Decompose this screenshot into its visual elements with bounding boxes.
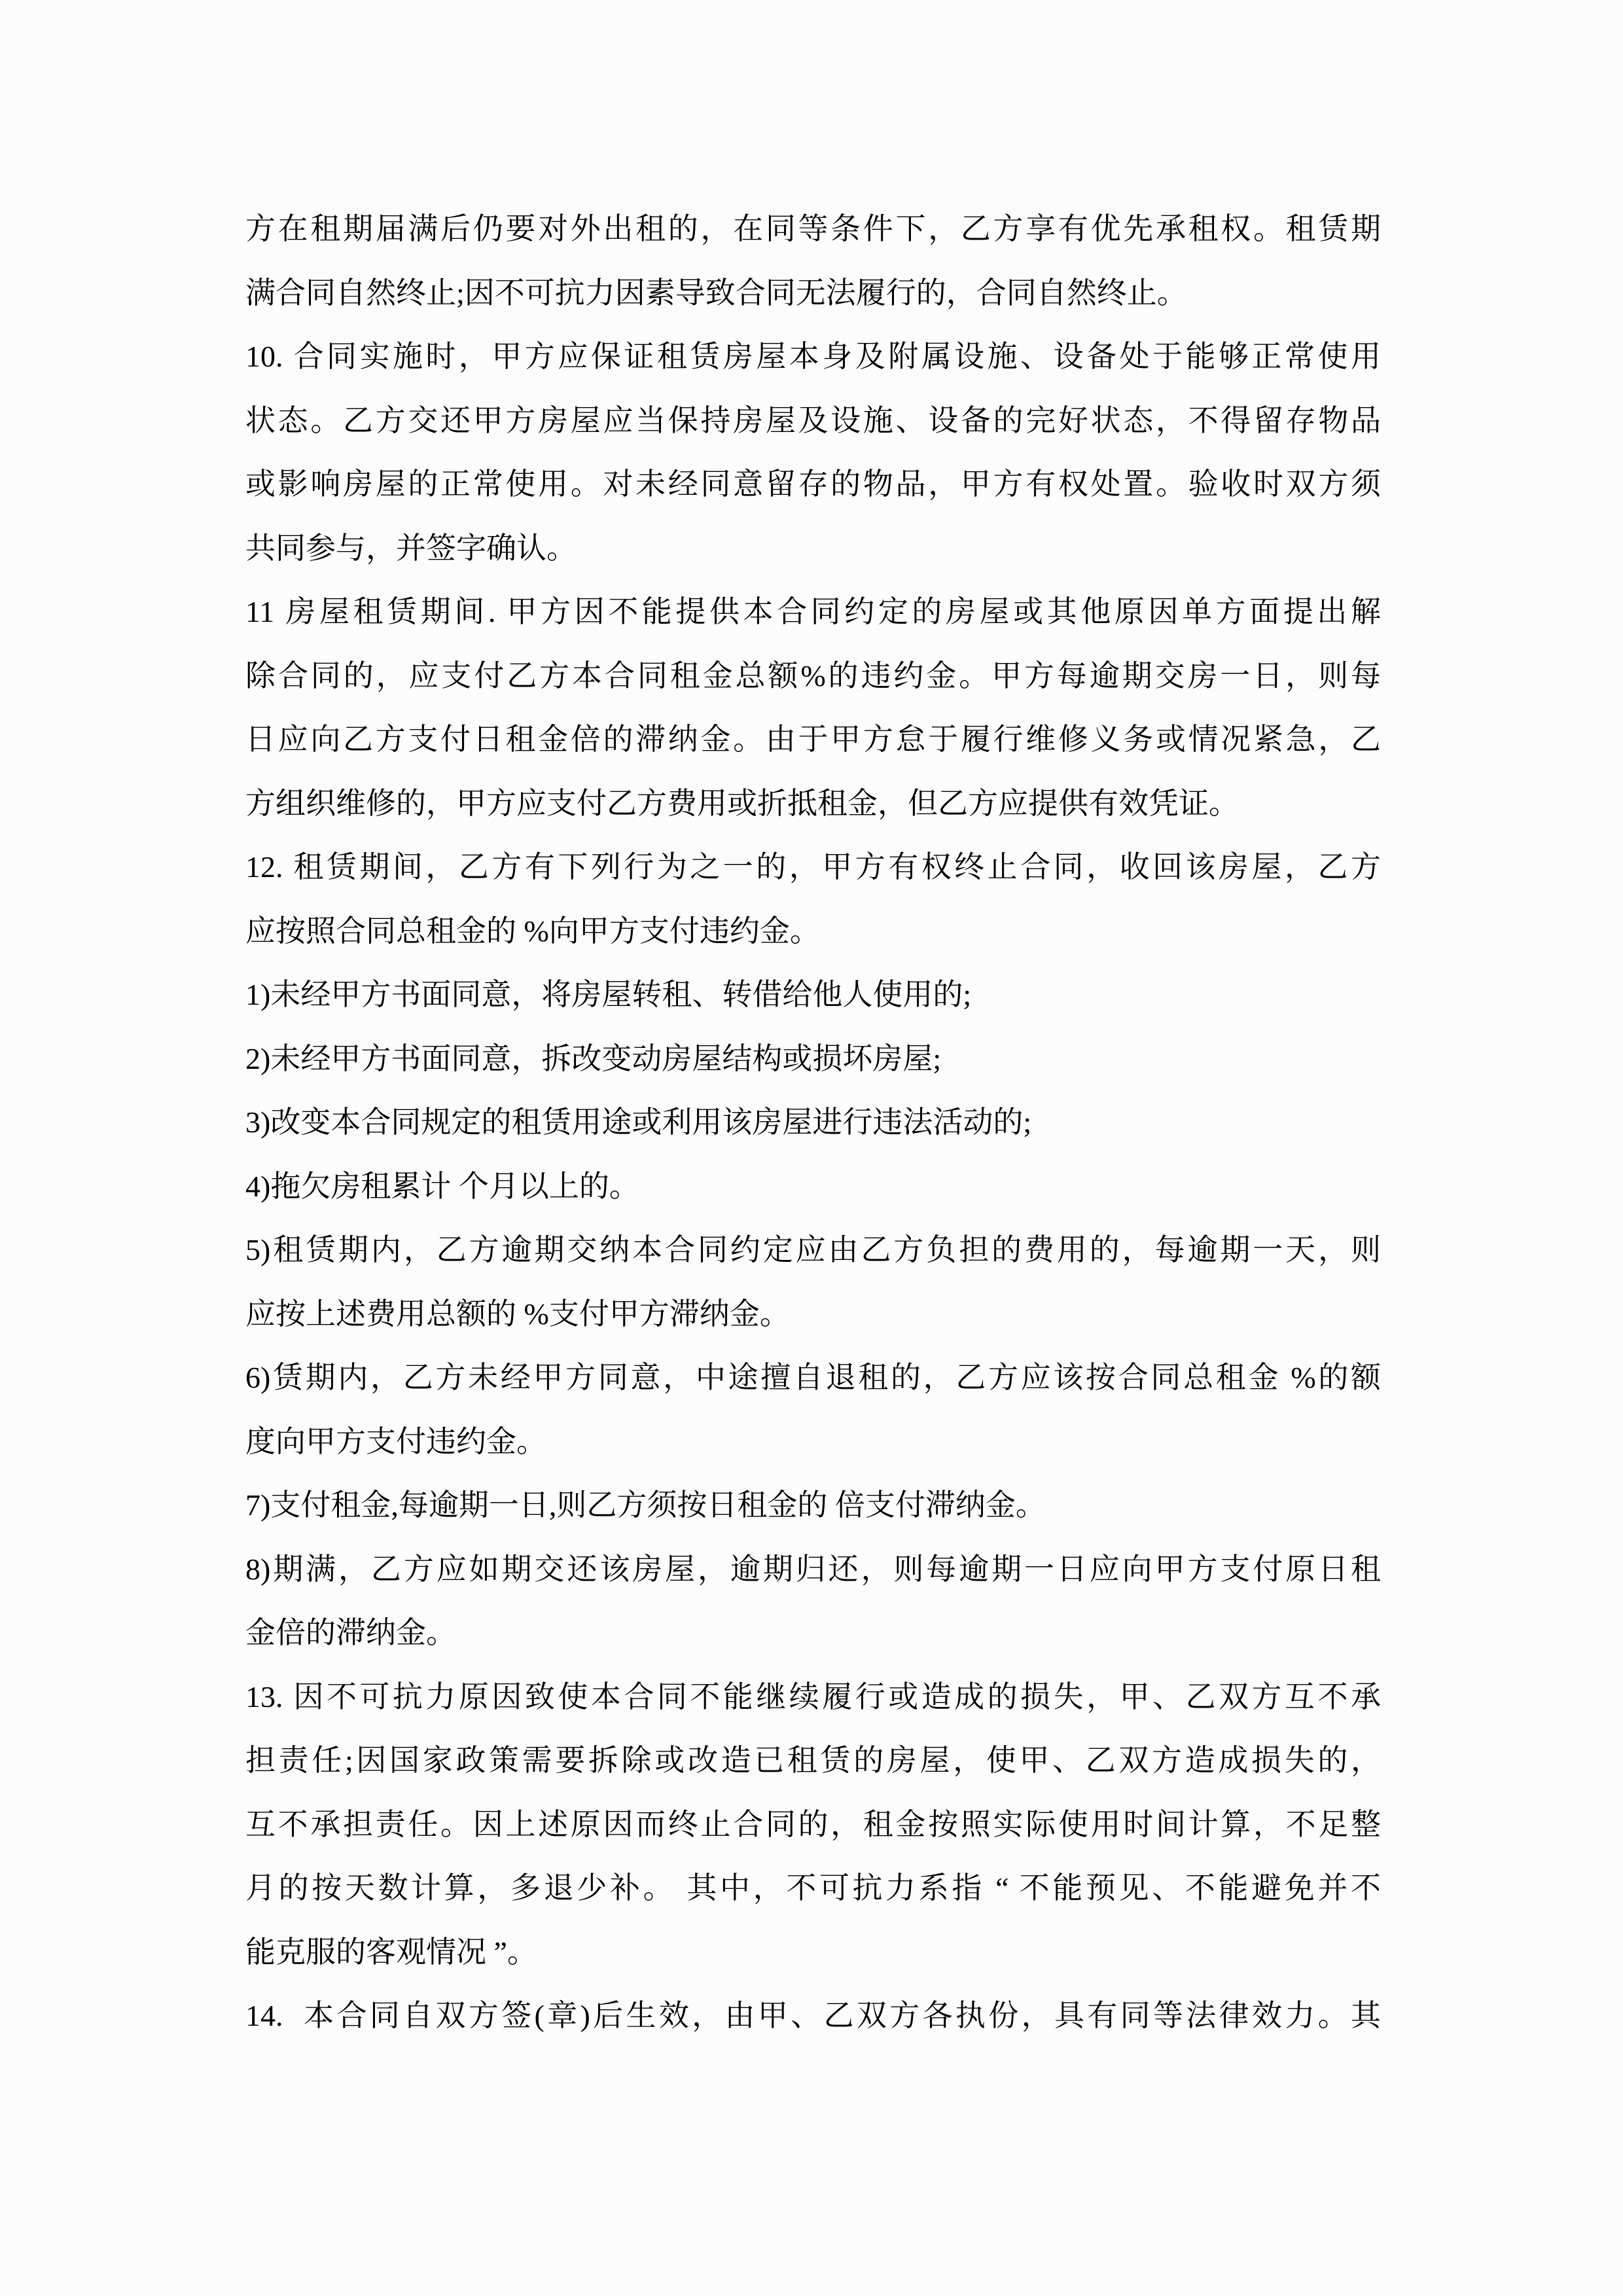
text-line: 5)租赁期内，乙方逾期交纳本合同约定应由乙方负担的费用的，每逾期一天，则 [245,1233,1381,1266]
text-line: 11 房屋租赁期间. 甲方因不能提供本合同约定的房屋或其他原因单方面提出解 [245,595,1381,628]
text-line: 金倍的滞纳金。 [245,1616,456,1649]
text-line: 方在租期届满后仍要对外出租的，在同等条件下，乙方享有优先承租权。租赁期 [245,212,1381,245]
text-line: 2)未经甲方书面同意，拆改变动房屋结构或损坏房屋; [245,1041,942,1075]
text-line: 互不承担责任。因上述原因而终止合同的，租金按照实际使用时间计算，不足整 [245,1807,1381,1841]
text-line: 1)未经甲方书面同意，将房屋转租、转借给他人使用的; [245,978,972,1011]
text-line: 共同参与，并签字确认。 [245,531,577,565]
document-text-block [245,197,1381,2048]
text-line: 满合同自然终止;因不可抗力因素导致合同无法履行的，合同自然终止。 [245,276,1187,310]
text-line: 月的按天数计算，多退少补。 其中，不可抗力系指 “ 不能预见、不能避免并不 [245,1871,1381,1905]
text-line: 担责任;因国家政策需要拆除或改造已租赁的房屋，使甲、乙双方造成损失的， [245,1744,1381,1777]
text-line: 方组织维修的，甲方应支付乙方费用或折抵租金，但乙方应提供有效凭证。 [245,786,1239,820]
text-line: 应按上述费用总额的 %支付甲方滞纳金。 [245,1297,790,1331]
text-line: 4)拖欠房租累计 个月以上的。 [245,1169,639,1203]
text-line: 日应向乙方支付日租金倍的滞纳金。由于甲方怠于履行维修义务或情况紧急，乙 [245,723,1381,756]
text-line: 能克服的客观情况 ”。 [245,1935,537,1969]
text-line: 应按照合同总租金的 %向甲方支付违约金。 [245,914,820,948]
text-line: 或影响房屋的正常使用。对未经同意留存的物品，甲方有权处置。验收时双方须 [245,467,1381,501]
text-line: 13. 因不可抗力原因致使本合同不能继续履行或造成的损失，甲、乙双方互不承 [245,1679,1381,1713]
text-line: 7)支付租金,每逾期一日,则乙方须按日租金的 倍支付滞纳金。 [245,1488,1046,1522]
text-line: 3)改变本合同规定的租赁用途或利用该房屋进行违法活动的; [245,1105,1032,1139]
text-line: 8)期满，乙方应如期交还该房屋，逾期归还，则每逾期一日应向甲方支付原日租 [245,1552,1381,1586]
text-line: 14. 本合同自双方签(章)后生效，由甲、乙双方各执份，具有同等法律效力。其 [245,1999,1381,2032]
text-line: 6)赁期内，乙方未经甲方同意，中途擅自退租的，乙方应该按合同总租金 %的额 [245,1361,1381,1394]
text-line: 除合同的，应支付乙方本合同租金总额%的违约金。甲方每逾期交房一日，则每 [245,658,1381,692]
text-line: 12. 租赁期间，乙方有下列行为之一的，甲方有权终止合同，收回该房屋，乙方 [245,850,1381,884]
text-line: 10. 合同实施时，甲方应保证租赁房屋本身及附属设施、设备处于能够正常使用 [245,340,1381,373]
text-line: 状态。乙方交还甲方房屋应当保持房屋及设施、设备的完好状态，不得留存物品 [245,403,1381,437]
text-line: 度向甲方支付违约金。 [245,1424,546,1458]
